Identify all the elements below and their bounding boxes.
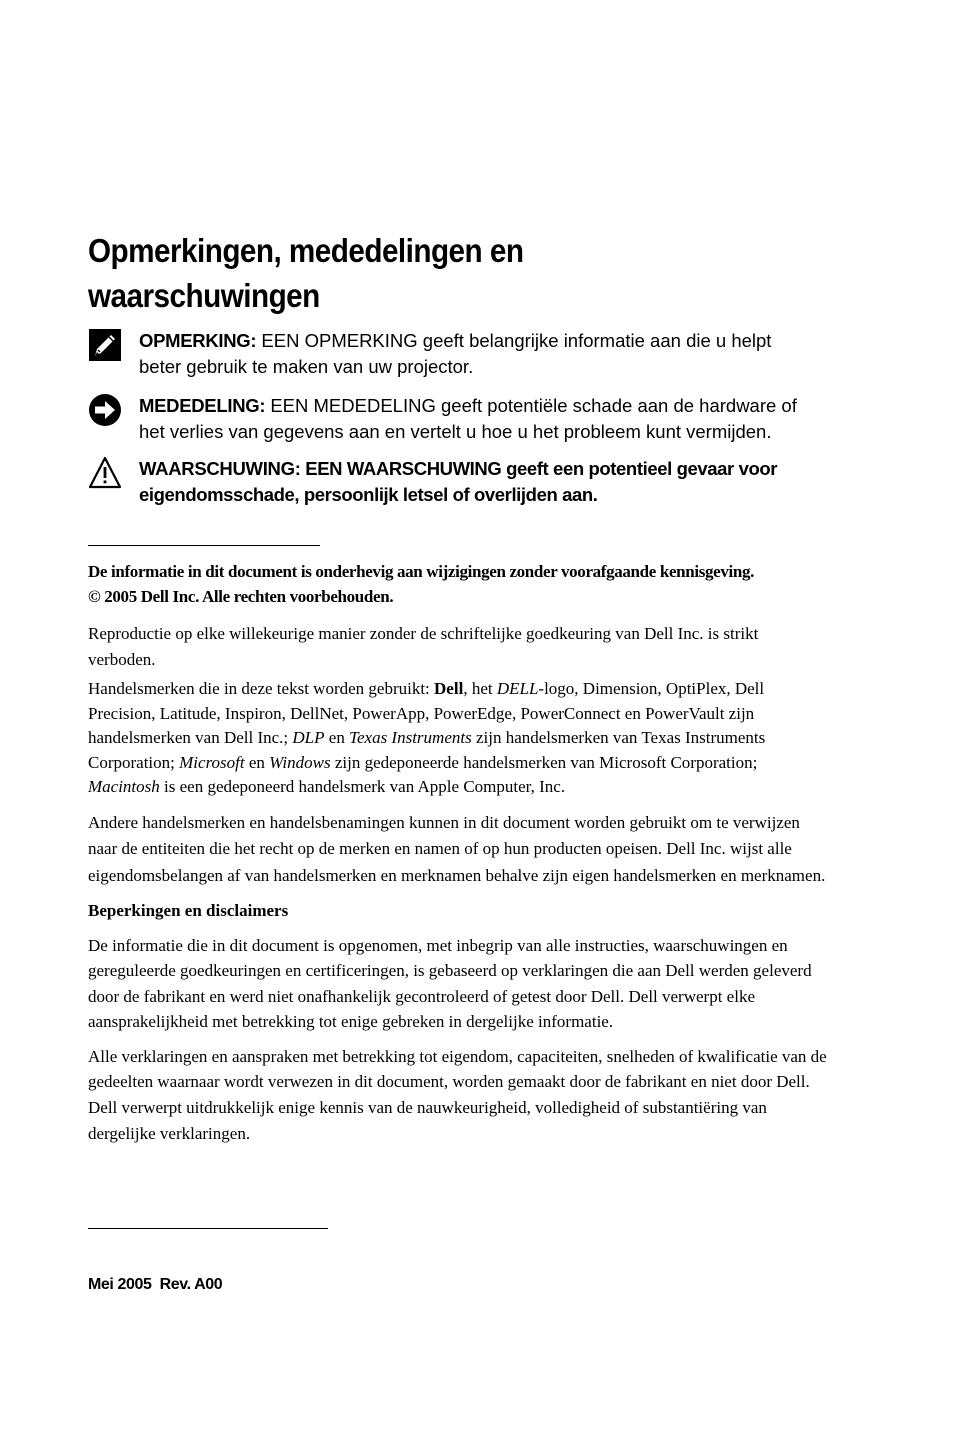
trademarks-text: , het: [463, 679, 497, 698]
note-opmerking-text: [139, 328, 829, 380]
trademark-windows: Windows: [269, 752, 331, 772]
trademarks-text: zijn gedeponeerde handelsmerken van Microsoft Corporation;: [330, 752, 758, 772]
trademarks-text: en: [244, 752, 270, 772]
copyright-line: © 2005 Dell Inc. Alle rechten voorbehouden.: [88, 586, 394, 606]
trademarks-text: is een gedeponeerd handelsmerk van Apple Computer, Inc.: [159, 777, 566, 796]
limitations-heading: Beperkingen en disclaimers: [88, 901, 289, 920]
trademarks-text: zijn handelsmerken van Texas Instruments Corporation;: [88, 728, 766, 772]
footer-rev: Rev. A00: [159, 1276, 223, 1293]
note-body-continued: beter gebruik te maken van uw projector.: [139, 356, 474, 377]
trademark-dell: Dell: [434, 679, 464, 698]
footer-date: Mei 2005: [88, 1276, 152, 1293]
note-mededeling-text: [139, 393, 829, 445]
legal-block: [88, 560, 828, 1146]
footer-revision: [88, 1276, 222, 1294]
notice-body: EEN MEDEDELING geeft potentiële schade aan de hardware of: [265, 395, 797, 416]
warning-label: WAARSCHUWING:: [139, 458, 301, 479]
notice-body-continued: het verlies van gegevens aan en vertelt u hoe u het probleem kunt vermijden.: [139, 421, 772, 442]
warning-triangle-icon: [88, 456, 122, 490]
trademark-dell-logo: DELL: [496, 679, 539, 698]
trademark-microsoft: Microsoft: [179, 752, 245, 772]
notice-label: MEDEDELING:: [139, 395, 266, 416]
trademark-dlp: DLP: [292, 728, 325, 747]
legal-header: [88, 560, 828, 609]
reproduction-paragraph: Reproductie op elke willekeurige manier zonder de schriftelijke goedkeuring van Dell Inc. is strikt verboden.: [88, 624, 759, 669]
page-title: Opmerkingen, mededelingen en waarschuwingen: [88, 232, 524, 314]
trademarks-text: -logo, Dimension, OptiPlex, Dell Precision, Latitude, Inspiron, DellNet, PowerApp, PowerEdge, PowerConnect en PowerVault zijn handelsmerken van Dell Inc.;: [88, 679, 765, 747]
trademark-macintosh: Macintosh: [88, 777, 160, 796]
trademark-texas-instruments: Texas Instruments: [349, 728, 472, 747]
footer-separator-rule: [88, 1228, 328, 1229]
trademarks-paragraph: [88, 677, 828, 800]
limitations-paragraph-2: Alle verklaringen en aanspraken met betrekking tot eigendom, capaciteiten, snelheden of kwalificatie van de gedeelten waarnaar wordt verwezen in dit document, worden gemaakt door de fabrikant en niet door Dell. Dell verwerpt uitdrukkelijk enige kennis van de nauwkeurigheid, volledigheid of substantiëring van dergelijke verklaringen.: [88, 1046, 827, 1143]
warning-body: EEN WAARSCHUWING geeft een potentieel gevaar voor: [300, 458, 778, 479]
note-body: EEN OPMERKING geeft belangrijke informatie aan die u helpt: [256, 330, 772, 351]
arrow-notice-icon: [88, 393, 122, 427]
legal-header-line1: De informatie in dit document is onderhevig aan wijzigingen zonder voorafgaande kennisgeving.: [88, 562, 755, 581]
pencil-note-icon: [88, 328, 122, 362]
other-trademarks-paragraph: Andere handelsmerken en handelsbenamingen kunnen in dit document worden gebruikt om te verwijzen naar de entiteiten die het recht op de merken en namen of op hun producten opeisen. Dell Inc. wijst alle eigendomsbelangen af van handelsmerken en merknamen behalve zijn eigen handelsmerken en merknamen.: [88, 812, 826, 885]
limitations-paragraph-1: De informatie die in dit document is opgenomen, met inbegrip van alle instructies, waarschuwingen en gereguleerde goedkeuringen en certificeringen, is gebaseerd op verklaringen die aan Dell werden geleverd door de fabrikant en werd niet onafhankelijk gecontroleerd of getest door Dell. Dell verwerpt elke aansprakelijkheid met betrekking tot enige gebreken in dergelijke informatie.: [88, 935, 812, 1032]
trademarks-text: en: [324, 728, 350, 747]
note-label: OPMERKING:: [139, 330, 257, 351]
separator-rule: [88, 545, 320, 546]
warning-body-continued: eigendomsschade, persoonlijk letsel of overlijden aan.: [139, 484, 598, 505]
trademarks-text: Handelsmerken die in deze tekst worden gebruikt:: [88, 679, 435, 698]
note-waarschuwing-text: [139, 456, 829, 508]
